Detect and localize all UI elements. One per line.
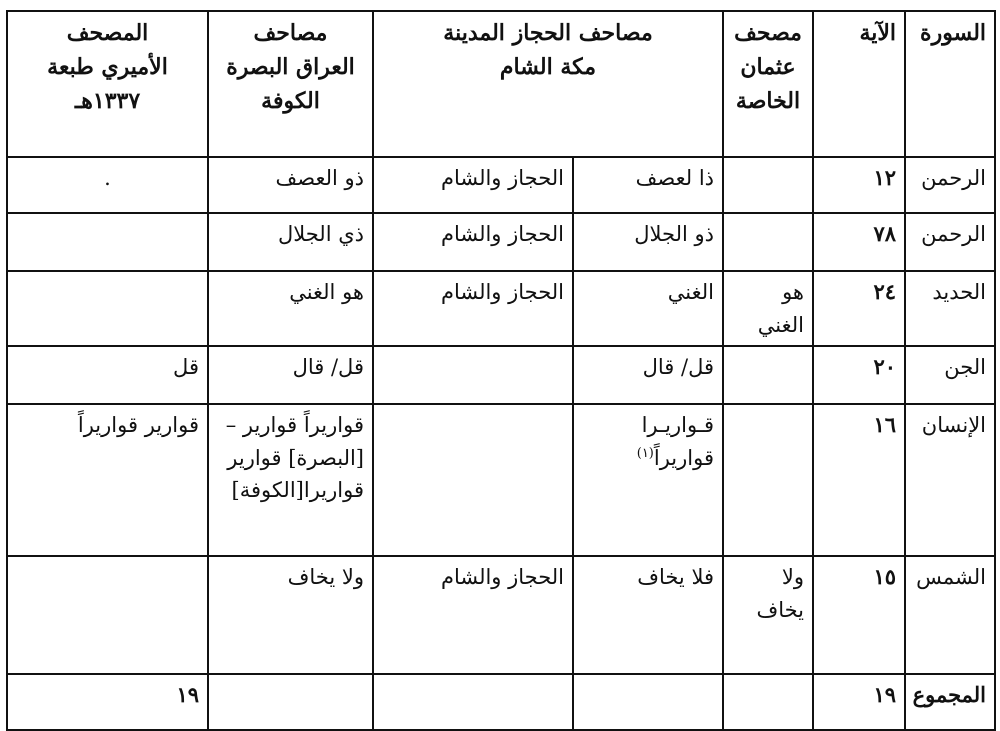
cell-uthman	[723, 404, 813, 556]
cell-amiri: قوارير قواريراً	[7, 404, 208, 556]
cell-amiri	[7, 556, 208, 674]
mushaf-variants-table	[6, 10, 996, 731]
cell-sura: الشمس	[905, 556, 995, 674]
cell-sura: الحديد	[905, 271, 995, 346]
cell-hijaz-variant: ذو الجلال	[573, 213, 723, 271]
cell-hijaz-variant: قل/ قال	[573, 346, 723, 404]
table-row	[7, 556, 995, 674]
table-row	[7, 213, 995, 271]
cell-amiri: .	[7, 157, 208, 213]
cell-uthman	[723, 346, 813, 404]
header-aya: الآية	[813, 11, 905, 157]
header-iraq: مصاحف العراق البصرة الكوفة	[208, 11, 373, 157]
cell-uthman	[723, 157, 813, 213]
cell-hijaz-variant: فلا يخاف	[573, 556, 723, 674]
cell-uthman: هو الغني	[723, 271, 813, 346]
cell-hijaz-region	[373, 346, 573, 404]
header-uthman: مصحف عثمان الخاصة	[723, 11, 813, 157]
total-label: المجموع	[905, 674, 995, 730]
cell-hijaz-region: الحجاز والشام	[373, 556, 573, 674]
cell-sura: الجن	[905, 346, 995, 404]
cell-hijaz-region	[373, 674, 573, 730]
total-aya: ١٩	[813, 674, 905, 730]
cell-iraq	[208, 674, 373, 730]
total-row	[7, 674, 995, 730]
cell-aya: ١٢	[813, 157, 905, 213]
cell-hijaz-variant: قـواريـرا قواريراً$^{(١)}$	[573, 404, 723, 556]
cell-hijaz-variant	[573, 674, 723, 730]
cell-hijaz-region: الحجاز والشام	[373, 157, 573, 213]
cell-iraq: قواريراً قوارير – [البصرة] قوارير قواريرا[الكوفة]	[208, 404, 373, 556]
header-hijaz: مصاحف الحجاز المدينة مكة الشام	[373, 11, 723, 157]
cell-aya: ٢٤	[813, 271, 905, 346]
cell-uthman	[723, 213, 813, 271]
cell-uthman	[723, 674, 813, 730]
cell-hijaz-region	[373, 404, 573, 556]
cell-aya: ٧٨	[813, 213, 905, 271]
cell-sura: الرحمن	[905, 157, 995, 213]
table-row	[7, 346, 995, 404]
cell-iraq: ذو العصف	[208, 157, 373, 213]
cell-aya: ١٥	[813, 556, 905, 674]
cell-amiri	[7, 271, 208, 346]
cell-iraq: قل/ قال	[208, 346, 373, 404]
total-amiri: ١٩	[7, 674, 208, 730]
footnote-marker: (١)	[636, 445, 654, 461]
cell-iraq: ذي الجلال	[208, 213, 373, 271]
cell-iraq: ولا يخاف	[208, 556, 373, 674]
header-amiri: المصحف الأميري طبعة ١٣٣٧هـ	[7, 11, 208, 157]
cell-hijaz-variant: الغني	[573, 271, 723, 346]
cell-amiri: قل	[7, 346, 208, 404]
header-sura: السورة	[905, 11, 995, 157]
cell-uthman: ولا يخاف	[723, 556, 813, 674]
cell-hijaz-region: الحجاز والشام	[373, 213, 573, 271]
table-row	[7, 404, 995, 556]
cell-iraq: هو الغني	[208, 271, 373, 346]
cell-amiri	[7, 213, 208, 271]
cell-hijaz-region: الحجاز والشام	[373, 271, 573, 346]
cell-hijaz-variant: ذا لعصف	[573, 157, 723, 213]
header-row	[7, 11, 995, 157]
cell-aya: ٢٠	[813, 346, 905, 404]
cell-aya: ١٦	[813, 404, 905, 556]
cell-sura: الرحمن	[905, 213, 995, 271]
table-row	[7, 157, 995, 213]
cell-sura: الإنسان	[905, 404, 995, 556]
table-row	[7, 271, 995, 346]
